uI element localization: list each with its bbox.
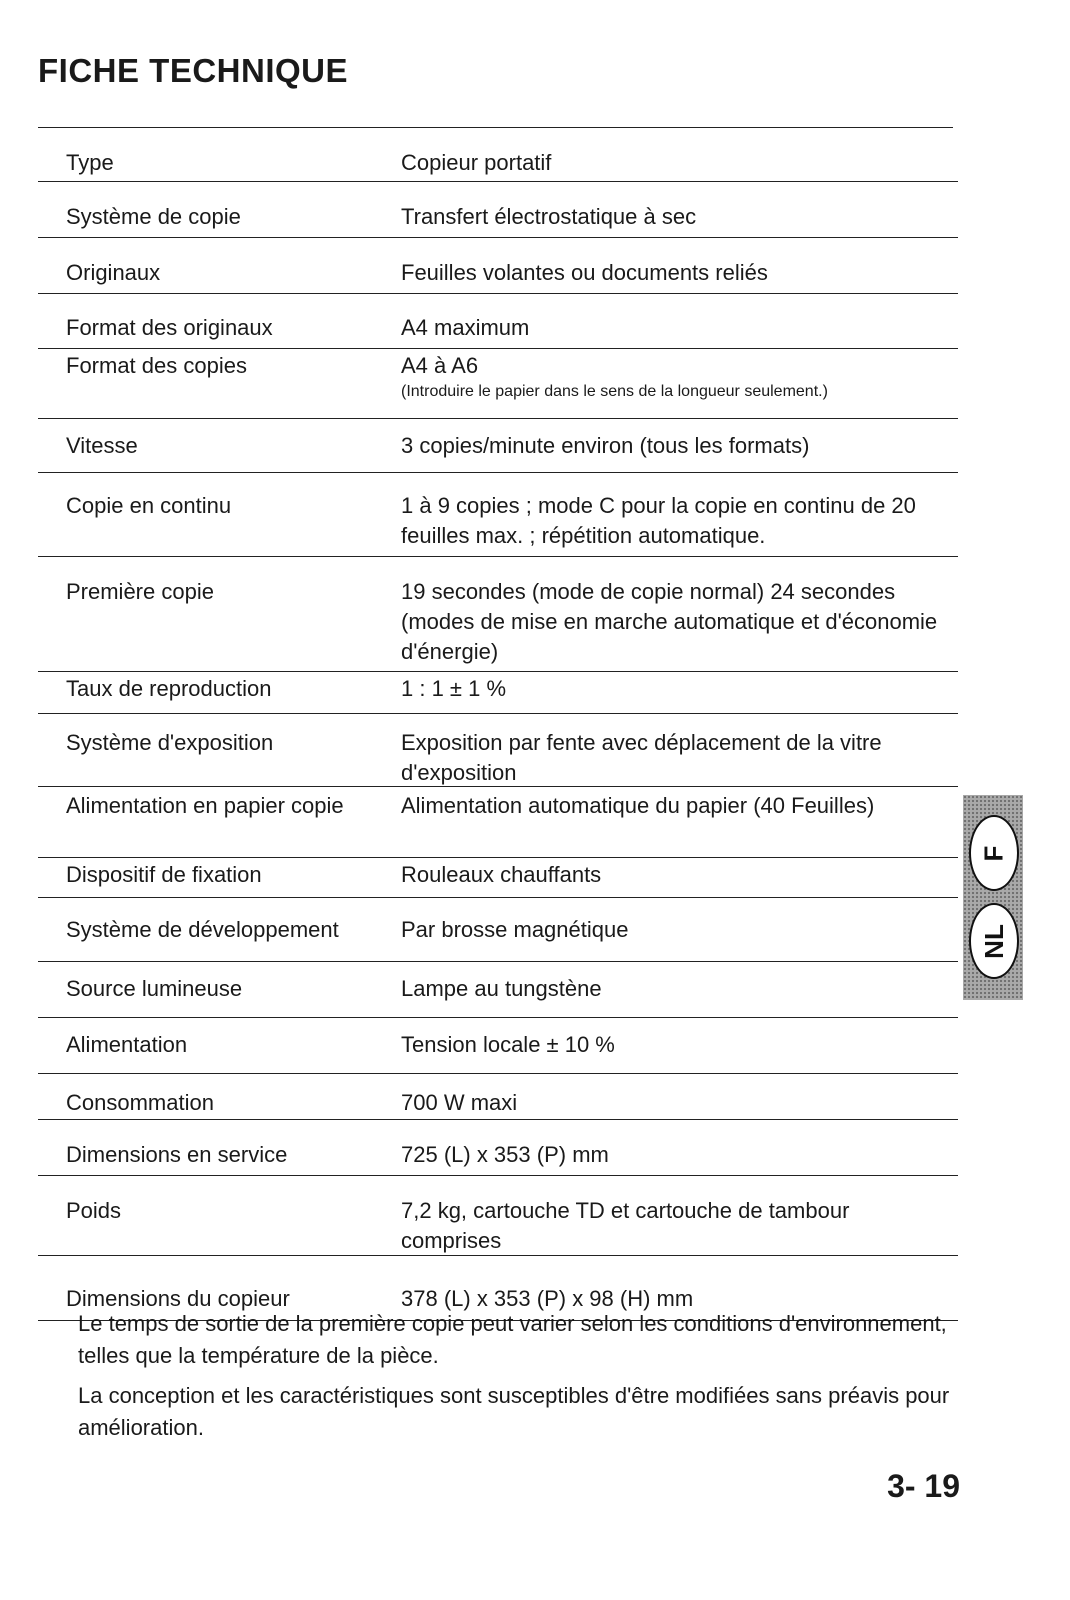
spec-value: 1 à 9 copies ; mode C pour la copie en continu de 20 feuilles max. ; répétition automatique. bbox=[401, 493, 916, 548]
spec-label: Dispositif de fixation bbox=[66, 862, 262, 887]
footnotes bbox=[78, 1308, 958, 1452]
spec-label: Système d'exposition bbox=[66, 730, 274, 755]
spec-label: Consommation bbox=[66, 1090, 214, 1115]
spec-row-systeme-exposition bbox=[38, 714, 958, 787]
page-number: 3- 19 bbox=[887, 1468, 960, 1504]
spec-row-format-copies bbox=[38, 349, 958, 419]
spec-row-vitesse bbox=[38, 419, 958, 473]
spec-row-dispositif-fixation bbox=[38, 858, 958, 898]
spec-label: Dimensions en service bbox=[66, 1142, 288, 1167]
top-divider bbox=[38, 127, 953, 128]
spec-row-poids bbox=[38, 1176, 958, 1256]
spec-value: 725 (L) x 353 (P) mm bbox=[401, 1142, 609, 1167]
footnote: Le temps de sortie de la première copie peut varier selon les conditions d'environnement, telles que la température de la pièce. bbox=[78, 1311, 947, 1368]
spec-row-format-originaux bbox=[38, 294, 958, 349]
spec-label: Source lumineuse bbox=[66, 976, 243, 1001]
language-tabs bbox=[963, 795, 1023, 1000]
spec-row-alimentation-papier bbox=[38, 787, 958, 858]
spec-value: A4 maximum bbox=[401, 315, 530, 340]
spec-label: Format des copies bbox=[66, 353, 247, 378]
spec-value: Rouleaux chauffants bbox=[401, 862, 602, 887]
spec-value: Transfert électrostatique à sec bbox=[401, 204, 697, 229]
footnote: La conception et les caractéristiques sont susceptibles d'être modifiées sans préavis pour amélioration. bbox=[78, 1383, 950, 1440]
spec-row-originaux bbox=[38, 238, 958, 294]
spec-label: Vitesse bbox=[66, 433, 138, 458]
spec-value: 1 : 1 ± 1 % bbox=[401, 676, 507, 701]
spec-row-systeme-developpement bbox=[38, 898, 958, 962]
spec-row-source-lumineuse bbox=[38, 962, 958, 1018]
spec-label: Copie en continu bbox=[66, 493, 232, 518]
spec-label: Type bbox=[66, 150, 114, 175]
spec-label: Alimentation bbox=[66, 1032, 188, 1057]
spec-value: Copieur portatif bbox=[401, 150, 552, 175]
spec-row-type bbox=[38, 129, 958, 182]
language-tab-nl bbox=[969, 903, 1019, 979]
spec-label: Originaux bbox=[66, 260, 161, 285]
language-tab-label: F bbox=[978, 845, 1009, 861]
spec-label: Système de développement bbox=[66, 917, 339, 942]
language-tab-label: NL bbox=[978, 923, 1009, 959]
page-title: FICHE TECHNIQUE bbox=[38, 52, 349, 89]
spec-row-systeme-copie bbox=[38, 182, 958, 238]
spec-value: 19 secondes (mode de copie normal) 24 secondes (modes de mise en marche automatique et d'économie d'énergie) bbox=[401, 579, 938, 664]
spec-value: Par brosse magnétique bbox=[401, 917, 629, 942]
spec-value: Exposition par fente avec déplacement de la vitre d'exposition bbox=[401, 730, 882, 785]
spec-row-dimensions-service bbox=[38, 1120, 958, 1176]
spec-value: 3 copies/minute environ (tous les formats) bbox=[401, 433, 810, 458]
spec-label: Alimentation en papier copie bbox=[66, 793, 344, 818]
spec-note: (Introduire le papier dans le sens de la longueur seulement.) bbox=[401, 383, 828, 400]
spec-label: Dimensions du copieur bbox=[66, 1286, 290, 1311]
spec-value: Lampe au tungstène bbox=[401, 976, 602, 1001]
spec-value-text: A4 à A6 bbox=[401, 353, 479, 378]
spec-label: Taux de reproduction bbox=[66, 676, 272, 701]
spec-label: Poids bbox=[66, 1198, 122, 1223]
spec-row-premiere-copie bbox=[38, 557, 958, 672]
spec-value: Tension locale ± 10 % bbox=[401, 1032, 615, 1057]
spec-value: 7,2 kg, cartouche TD et cartouche de tambour comprises bbox=[401, 1198, 850, 1253]
spec-table bbox=[38, 129, 958, 1321]
spec-value: Alimentation automatique du papier (40 Feuilles) bbox=[401, 793, 875, 818]
spec-value: 378 (L) x 353 (P) x 98 (H) mm bbox=[401, 1286, 694, 1311]
spec-label: Format des originaux bbox=[66, 315, 273, 340]
spec-value: 700 W maxi bbox=[401, 1090, 518, 1115]
spec-row-copie-continu bbox=[38, 473, 958, 557]
spec-row-alimentation bbox=[38, 1018, 958, 1074]
spec-label: Première copie bbox=[66, 579, 214, 604]
spec-row-consommation bbox=[38, 1074, 958, 1120]
spec-row-taux-reproduction bbox=[38, 672, 958, 714]
language-tab-f bbox=[969, 815, 1019, 891]
spec-label: Système de copie bbox=[66, 204, 241, 229]
spec-value: Feuilles volantes ou documents reliés bbox=[401, 260, 768, 285]
spec-value bbox=[401, 351, 958, 418]
